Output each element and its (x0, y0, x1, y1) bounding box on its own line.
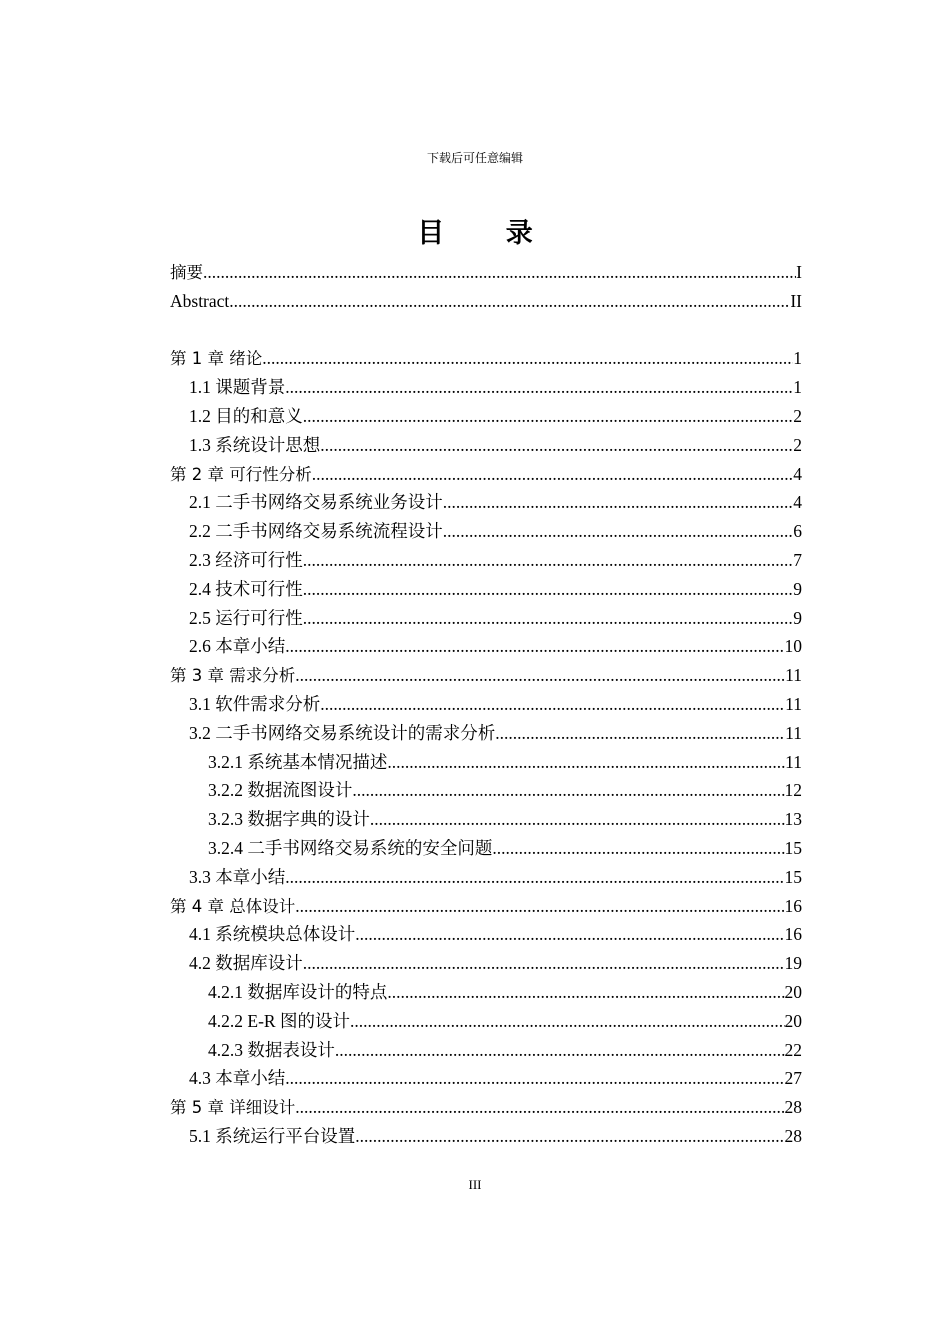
toc-entry-page: 11 (785, 751, 802, 772)
toc-entry-page: 7 (793, 549, 802, 570)
toc-dot-leader (312, 460, 794, 489)
toc-entry-title: 2.1 二手书网络交易系统业务设计 (189, 492, 443, 513)
toc-entry[interactable] (170, 287, 802, 316)
toc-entry[interactable] (170, 1007, 802, 1036)
toc-entry-page: 15 (784, 837, 802, 858)
toc-entry[interactable] (170, 1064, 802, 1093)
toc-entry-page: 4 (793, 463, 802, 484)
toc-entry-title: 3.2.4 二手书网络交易系统的安全问题 (208, 837, 493, 858)
toc-entry-title: 1.3 系统设计思想 (189, 434, 321, 455)
toc-entry-title: 3.2.2 数据流图设计 (208, 780, 353, 801)
toc-entry-page: 28 (784, 1125, 802, 1146)
toc-entry[interactable] (170, 632, 802, 661)
toc-entry-page: 19 (784, 953, 802, 974)
toc-entry[interactable] (170, 805, 802, 834)
toc-entry-page: 22 (784, 1039, 802, 1060)
toc-entry[interactable] (170, 431, 802, 460)
toc-entry-title: 4.2.1 数据库设计的特点 (208, 981, 388, 1002)
toc-entry-page: 15 (784, 866, 802, 887)
toc-entry-page: 11 (785, 693, 802, 714)
toc-entry[interactable] (170, 978, 802, 1007)
page-title: 目 录 (417, 218, 559, 249)
toc-entry[interactable] (170, 892, 802, 921)
toc-entry[interactable] (170, 604, 802, 633)
toc-entry-page: 16 (784, 924, 802, 945)
toc-entry[interactable] (170, 1093, 802, 1122)
toc-dot-leader (443, 488, 794, 517)
toc-dot-leader (262, 344, 793, 373)
toc-entry-page: 10 (784, 636, 802, 657)
toc-entry[interactable] (170, 949, 802, 978)
toc-dot-leader (370, 805, 785, 834)
toc-dot-leader (355, 1122, 784, 1151)
toc-entry[interactable] (170, 546, 802, 575)
toc-entry-page: 16 (784, 895, 802, 916)
toc-entry[interactable] (170, 690, 802, 719)
toc-entry[interactable] (170, 863, 802, 892)
toc-entry-title: 2.4 技术可行性 (189, 578, 303, 599)
toc-entry-title: 2.5 运行可行性 (189, 607, 303, 628)
toc-dot-leader (303, 575, 794, 604)
toc-dot-leader (229, 287, 790, 316)
toc-entry[interactable] (170, 776, 802, 805)
toc-entry[interactable] (170, 834, 802, 863)
toc-entry[interactable] (170, 748, 802, 777)
toc-entry[interactable] (170, 661, 802, 690)
toc-dot-leader (295, 892, 784, 921)
toc-dot-leader (295, 1093, 784, 1122)
toc-entry-page: 28 (784, 1097, 802, 1118)
toc-dot-leader (295, 661, 785, 690)
toc-entry-title: 4.1 系统模块总体设计 (189, 924, 356, 945)
toc-entry-title: 3.2.1 系统基本情况描述 (208, 751, 388, 772)
toc-entry-title: 摘要 (170, 263, 203, 282)
toc-entry[interactable] (170, 1036, 802, 1065)
toc-entry[interactable] (170, 373, 802, 402)
toc-entry-title: 5.1 系统运行平台设置 (189, 1125, 356, 1146)
toc-dot-leader (285, 1064, 784, 1093)
toc-dot-leader (285, 632, 784, 661)
toc-entry-page: 1 (793, 377, 802, 398)
toc-entry[interactable] (170, 719, 802, 748)
toc-entry-title: 4.2 数据库设计 (189, 953, 303, 974)
toc-entry-page: 1 (793, 348, 802, 369)
toc-entry-page: 2 (793, 434, 802, 455)
toc-entry-page: 6 (793, 521, 802, 542)
toc-dot-leader (320, 690, 785, 719)
toc-entry-page: 11 (785, 722, 802, 743)
page-number: III (468, 1177, 482, 1192)
toc-entry[interactable] (170, 488, 802, 517)
toc-entry-page: 20 (784, 1010, 802, 1031)
toc-dot-leader (492, 834, 784, 863)
toc-dot-leader (387, 748, 785, 777)
toc-entry-title: 3.2.3 数据字典的设计 (208, 809, 370, 830)
toc-entry-title: 3.2 二手书网络交易系统设计的需求分析 (189, 722, 496, 743)
toc-entry-title: 3.1 软件需求分析 (189, 693, 321, 714)
toc-entry-title: 2.3 经济可行性 (189, 549, 303, 570)
toc-entry-page: 9 (793, 607, 802, 628)
toc-entry[interactable] (170, 344, 802, 373)
toc-entry[interactable] (170, 920, 802, 949)
toc-entry[interactable] (170, 258, 802, 287)
toc-entry[interactable] (170, 402, 802, 431)
toc-dot-leader (285, 863, 784, 892)
toc-entry-title: 1.2 目的和意义 (189, 405, 303, 426)
toc-entry-title: 4.2.2 E-R 图的设计 (208, 1010, 350, 1031)
toc-dot-leader (303, 949, 785, 978)
toc-entry-page: 11 (785, 665, 802, 686)
toc-entry[interactable] (170, 575, 802, 604)
toc-entry-page: 20 (784, 981, 802, 1002)
toc-dot-leader (285, 373, 793, 402)
toc-dot-leader (495, 719, 785, 748)
toc-dot-leader (303, 402, 794, 431)
toc-entry-page: 27 (784, 1068, 802, 1089)
toc-entry-title: 4.2.3 数据表设计 (208, 1039, 335, 1060)
table-of-contents (170, 258, 802, 1151)
page-header: 下载后可任意编辑 (426, 151, 523, 165)
toc-dot-leader (303, 604, 794, 633)
toc-dot-leader (350, 1007, 785, 1036)
toc-entry-title: 1.1 课题背景 (189, 377, 286, 398)
toc-entry[interactable] (170, 1122, 802, 1151)
toc-entry-page: 12 (784, 780, 802, 801)
toc-entry-page: 9 (793, 578, 802, 599)
toc-entry[interactable] (170, 517, 802, 546)
toc-dot-leader (335, 1036, 785, 1065)
toc-entry-title: 第 4 章 总体设计 (170, 896, 296, 916)
toc-entry-title: 第 1 章 绪论 (170, 349, 263, 369)
toc-dot-leader (320, 431, 793, 460)
toc-entry-page: 2 (793, 405, 802, 426)
toc-entry-title: 第 2 章 可行性分析 (170, 464, 312, 484)
toc-entry-title: 第 3 章 需求分析 (170, 666, 296, 686)
toc-entry-title: Abstract (170, 290, 230, 311)
toc-entry-page: II (790, 290, 802, 311)
toc-entry[interactable] (170, 460, 802, 489)
toc-dot-leader (355, 920, 784, 949)
toc-entry-title: 2.2 二手书网络交易系统流程设计 (189, 521, 443, 542)
toc-entry-title: 3.3 本章小结 (189, 866, 286, 887)
toc-entry-page: I (796, 262, 802, 282)
toc-dot-leader (387, 978, 784, 1007)
toc-entry-title: 2.6 本章小结 (189, 636, 286, 657)
toc-dot-leader (203, 258, 796, 287)
toc-entry-page: 13 (784, 809, 802, 830)
toc-entry-title: 第 5 章 详细设计 (170, 1098, 296, 1118)
toc-dot-leader (303, 546, 794, 575)
toc-entry-page: 4 (793, 492, 802, 513)
toc-dot-leader (443, 517, 794, 546)
toc-dot-leader (352, 776, 784, 805)
toc-entry-title: 4.3 本章小结 (189, 1068, 286, 1089)
